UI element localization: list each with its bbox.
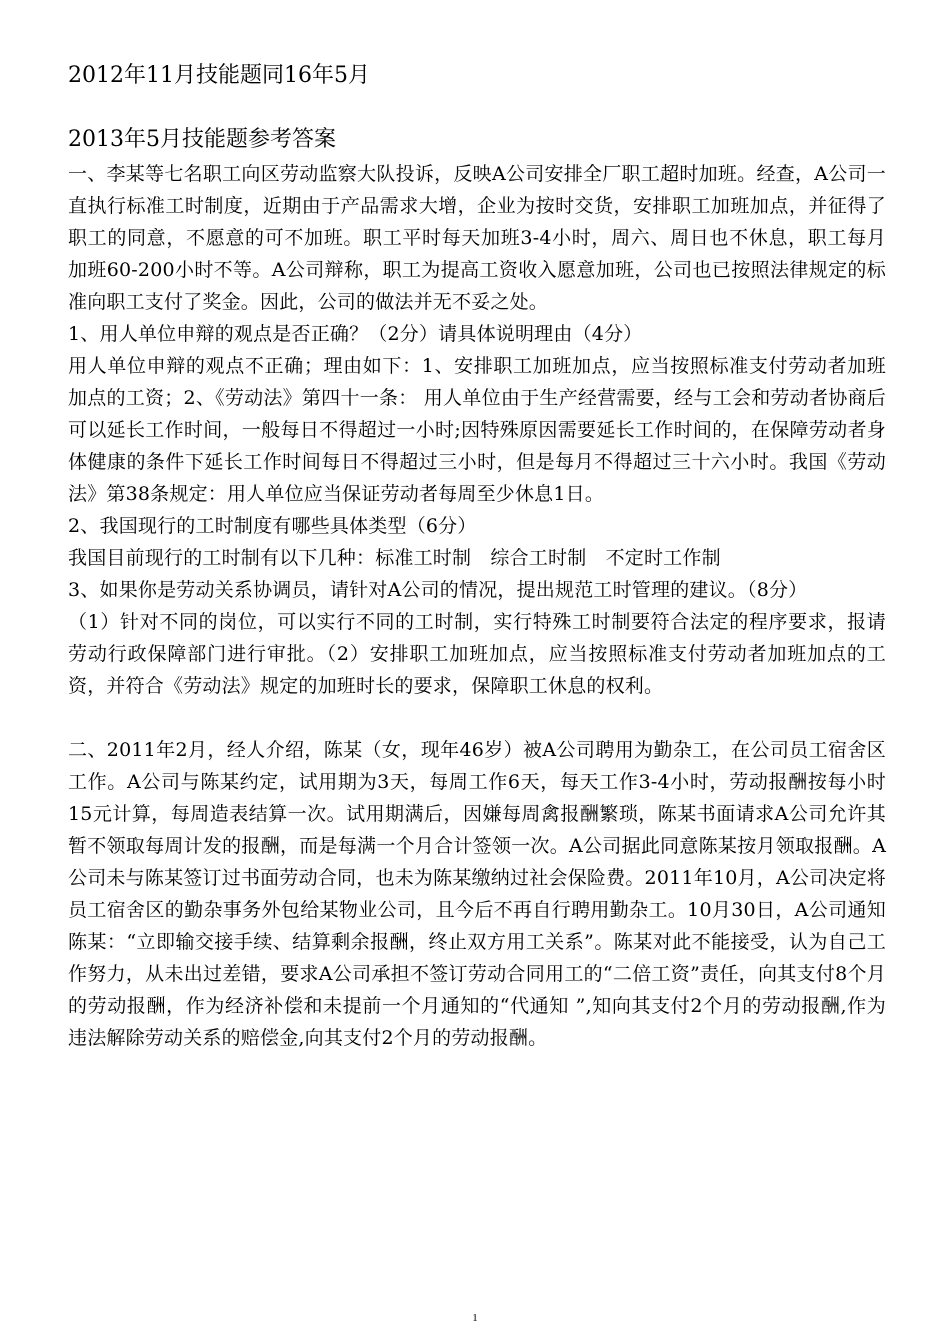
heading-2013: 2013年5月技能题参考答案 <box>68 127 336 152</box>
case2-intro: 二、2011年2月，经人介绍，陈某（女，现年46岁）被A公司聘用为勤杂工，在公司员工宿舍区工作。A公司与陈某约定，试用期为3天，每周工作6天，每天工作3-4小时，劳动报酬按每小时15元计算，每周造表结算一次。试用期满后，因嫌每周禽报酬繁琐，陈某书面请求A公司允许其暂不领取每周计发的报酬，而是每满一个月合计签领一次。A公司据此同意陈某按月领取报酬。A公司未与陈某签订过书面劳动合同，也未为陈某缴纳过社会保险费。2011年10月，A公司决定将员工宿舍区的勤杂事务外包给某物业公司，且今后不再自行聘用勤杂工。10月30日，A公司通知陈某：“立即输交接手续、结算剩余报酬，终止双方用工关系”。陈某对此不能接受，认为自己工作努力，从未出过差错，要求A公司承担不签订劳动合同用工的“二倍工资”责任，向其支付8个月的劳动报酬，作为经济补偿和未提前一个月通知的“代通知 ”,知向其支付2个月的劳动报酬,作为违法解除劳动关系的赔偿金,向其支付2个月的劳动报酬。 <box>68 739 886 1049</box>
case1-answer-2: 我国目前现行的工时制有以下几种：标准工时制 综合工时制 不定时工作制 <box>68 547 721 569</box>
case1-question-2: 2、我国现行的工时制度有哪些具体类型（6分） <box>68 515 477 537</box>
document-page <box>68 60 886 1054</box>
paragraph-gap <box>68 702 886 734</box>
case1-question-1: 1、用人单位申辩的观点是否正确？（2分）请具体说明理由（4分） <box>68 323 643 345</box>
case1-intro: 一、李某等七名职工向区劳动监察大队投诉，反映A公司安排全厂职工超时加班。经查，A公司一直执行标准工时制度，近期由于产品需求大增，企业为按时交货，安排职工加班加点，并征得了职工的同意，不愿意的可不加班。职工平时每天加班3-4小时，周六、周日也不休息，职工每月加班60-200小时不等。A公司辩称，职工为提高工资收入愿意加班，公司也已按照法律规定的标准向职工支付了奖金。因此，公司的做法并无不妥之处。 <box>68 163 886 313</box>
case1-answer-3: （1）针对不同的岗位，可以实行不同的工时制，实行特殊工时制要符合法定的程序要求，报请劳动行政保障部门进行审批。（2）安排职工加班加点，应当按照标准支付劳动者加班加点的工资，并符合《劳动法》规定的加班时长的要求，保障职工休息的权利。 <box>68 611 886 697</box>
case1-answer-1: 用人单位申辩的观点不正确；理由如下：1、安排职工加班加点，应当按照标准支付劳动者加班加点的工资；2、《劳动法》第四十一条： 用人单位由于生产经营需要，经与工会和劳动者协商后可以延长工作时间，一般每日不得超过一小时;因特殊原因需要延长工作时间的，在保障劳动者身体健康的条件下延长工作时间每日不得超过三小时，但是每月不得超过三十六小时。我国《劳动法》第38条规定：用人单位应当保证劳动者每周至少休息1日。 <box>68 355 886 505</box>
heading-2012: 2012年11月技能题同16年5月 <box>68 63 370 88</box>
page-number: 1 <box>472 1312 478 1324</box>
case1-question-3: 3、如果你是劳动关系协调员，请针对A公司的情况，提出规范工时管理的建议。（8分） <box>68 579 808 601</box>
